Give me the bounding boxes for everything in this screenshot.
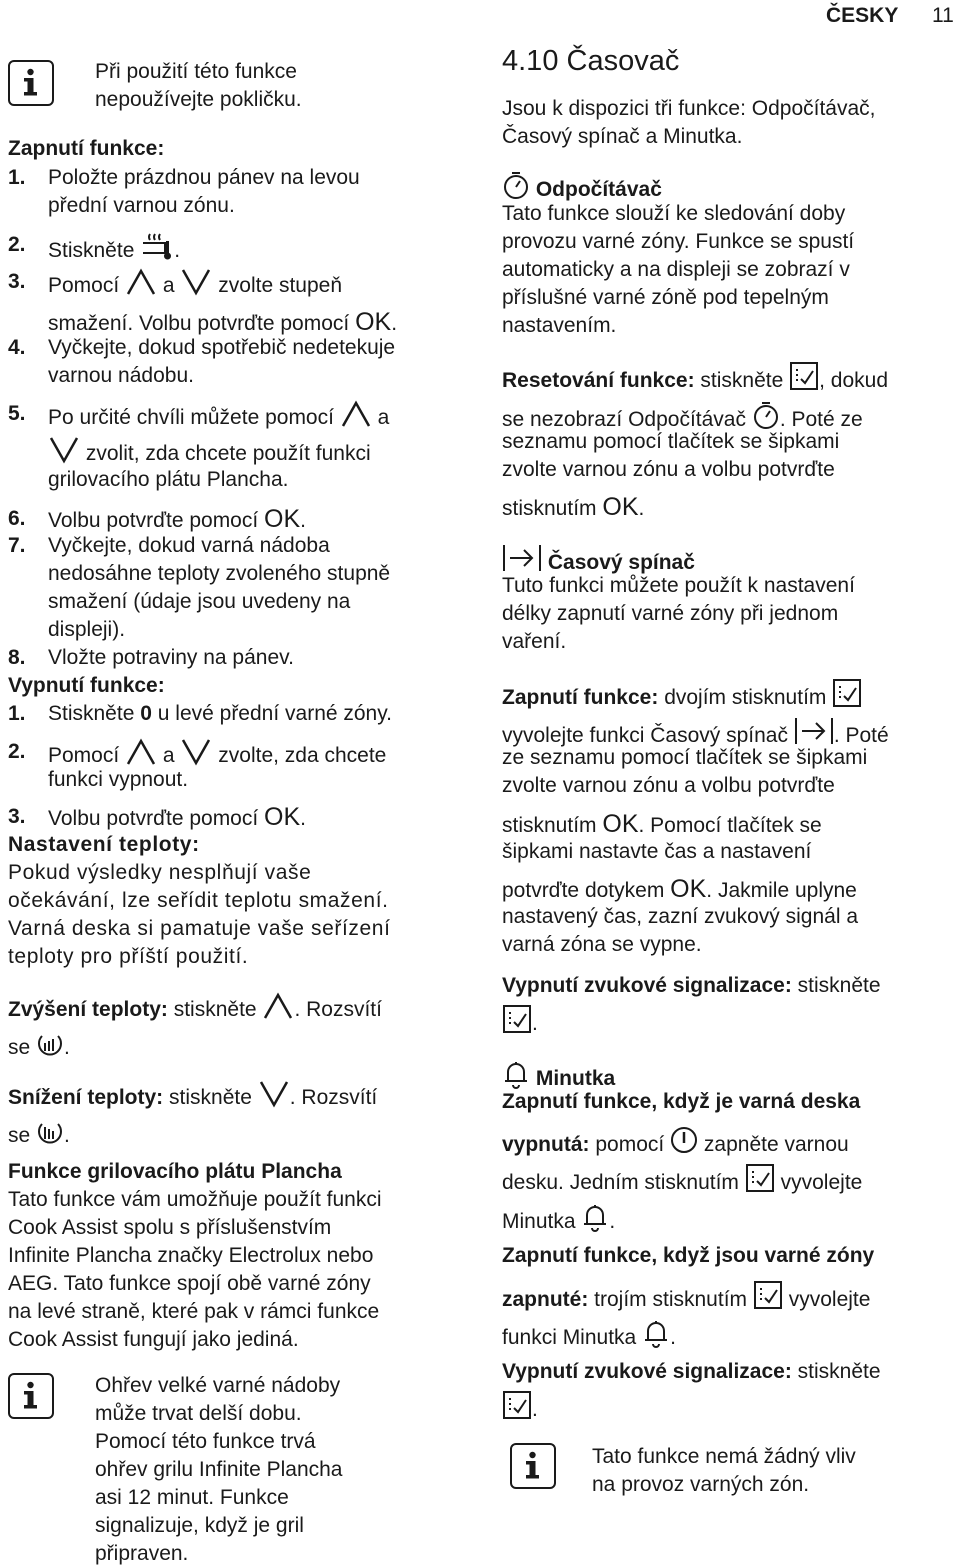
step-number: 3. [8, 805, 26, 828]
timer-on-line: vyvolejte funkci Časový spínač . Poté [502, 716, 889, 754]
power-icon [670, 1125, 698, 1163]
timer-on-line: Zapnutí funkce: dvojím stisknutím [502, 678, 862, 716]
step-number: 2. [8, 233, 26, 256]
ok-icon: OK [602, 810, 639, 838]
note-text: asi 12 minut. Funkce [95, 1486, 289, 1509]
timer-select-icon [789, 361, 819, 399]
heat-level-icon [36, 1118, 64, 1154]
subsection-heading: Časový spínač [502, 543, 695, 581]
bell-icon [581, 1202, 609, 1240]
raise-temp-line: se . [8, 1030, 70, 1066]
language-label: ČESKY [826, 4, 899, 27]
step-text: funkci vypnout. [48, 768, 189, 791]
page-number: 11 [932, 4, 954, 27]
minute-off-line: desku. Jedním stisknutím vyvolejte [502, 1163, 862, 1201]
paragraph-line: na levé straně, které pak v rámci funkce [8, 1300, 380, 1323]
step-text: Pomocí a zvolte, zda chcete [48, 738, 386, 774]
up-arrow-icon [262, 992, 294, 1028]
step-text: Stiskněte 0 u levé přední varné zóny. [48, 702, 393, 725]
sound-off-line: Vypnutí zvukové signalizace: stiskněte [502, 1360, 881, 1383]
timer-select-icon [745, 1163, 775, 1201]
step-number: 3. [8, 270, 26, 293]
timer-select-icon [502, 1004, 532, 1042]
note-text: Při použití této funkce [95, 60, 297, 83]
note-text: Pomocí této funkce trvá [95, 1430, 316, 1453]
step-text: Vyčkejte, dokud varná nádoba [48, 534, 330, 557]
timer-on-line: stisknutím OK. Pomocí tlačítek se [502, 810, 822, 838]
down-arrow-icon [258, 1080, 290, 1116]
step-text: nedosáhne teploty zvoleného stupně [48, 562, 391, 585]
step-text: varnou nádobu. [48, 364, 194, 387]
section-heading: Funkce grilovacího plátu Plancha [8, 1160, 342, 1183]
sound-off-line: Vypnutí zvukové signalizace: stiskněte [502, 974, 881, 997]
heat-level-icon [36, 1030, 64, 1066]
minute-off-line: vypnutá: pomocí zapněte varnou [502, 1125, 849, 1163]
step-text: smažení. Volbu potvrďte pomocí OK. [48, 308, 398, 336]
ok-icon: OK [264, 803, 301, 831]
step-number: 8. [8, 646, 26, 669]
reset-line: se nezobrazí Odpočítávač . Poté ze [502, 400, 863, 438]
minute-off-line: Minutka . [502, 1202, 615, 1240]
paragraph-line: příslušné varné zóně pod tepelným [502, 286, 829, 309]
paragraph-line: provozu varné zóny. Funkce se spustí [502, 230, 855, 253]
info-icon [8, 60, 54, 106]
note-text: signalizuje, když je gril [95, 1514, 304, 1537]
bell-icon [642, 1318, 670, 1356]
step-text: grilovacího plátu Plancha. [48, 468, 289, 491]
minute-on-line: funkci Minutka . [502, 1318, 676, 1356]
minute-on-heading: Zapnutí funkce, když jsou varné zóny [502, 1244, 875, 1267]
info-icon [8, 1373, 54, 1419]
lower-temp-line: Snížení teploty: stiskněte . Rozsvítí [8, 1080, 377, 1116]
note-text: nepoužívejte pokličku. [95, 88, 302, 111]
timer-on-line: ze seznamu pomocí tlačítek se šipkami [502, 746, 868, 769]
up-arrow-icon [340, 400, 372, 436]
sound-off-line: . [502, 1390, 538, 1428]
down-arrow-icon [180, 268, 212, 304]
step-text: Pomocí a zvolte stupeň [48, 268, 342, 304]
section-heading: Vypnutí funkce: [8, 674, 165, 697]
reset-line: Resetování funkce: stiskněte , dokud [502, 361, 888, 399]
step-text: displeji). [48, 618, 126, 641]
note-text: na provoz varných zón. [592, 1473, 810, 1496]
timer-select-icon [753, 1280, 783, 1318]
raise-temp-line: Zvýšení teploty: stiskněte . Rozsvítí [8, 992, 382, 1028]
step-number: 4. [8, 336, 26, 359]
up-arrow-icon [125, 268, 157, 304]
paragraph-line: Cook Assist fungují jako jediná. [8, 1328, 299, 1351]
note-text: může trvat delší dobu. [95, 1402, 302, 1425]
timer-select-icon [502, 1390, 532, 1428]
timer-on-line: šipkami nastavte čas a nastavení [502, 840, 812, 863]
paragraph-line: automaticky a na displeji se zobrazí v [502, 258, 850, 281]
paragraph-line: Tato funkce slouží ke sledování doby [502, 202, 846, 225]
paragraph-line: Infinite Plancha značky Electrolux nebo [8, 1244, 374, 1267]
step-number: 7. [8, 534, 26, 557]
timer-on-line: potvrďte dotykem OK. Jakmile uplyne [502, 875, 857, 903]
subsection-heading: Odpočítávač [502, 170, 662, 208]
lower-temp-line: se . [8, 1118, 70, 1154]
step-text: Položte prázdnou pánev na levou [48, 166, 360, 189]
timer-select-icon [832, 678, 862, 716]
paragraph-line: AEG. Tato funkce spojí obě varné zóny [8, 1272, 371, 1295]
timer-on-line: nastavený čas, zazní zvukový signál a [502, 905, 859, 928]
paragraph-line: očekávání, lze seřídit teplotu smažení. [8, 889, 389, 912]
reset-line: stisknutím OK. [502, 493, 645, 521]
section-heading: Nastavení teploty: [8, 833, 200, 856]
minute-on-line: zapnuté: trojím stisknutím vyvolejte [502, 1280, 870, 1318]
step-text: Vložte potraviny na pánev. [48, 646, 294, 669]
section-title: 4.10 Časovač [502, 45, 680, 77]
step-number: 1. [8, 702, 26, 725]
reset-line: seznamu pomocí tlačítek se šipkami [502, 430, 840, 453]
paragraph-line: vaření. [502, 630, 567, 653]
step-number: 2. [8, 740, 26, 763]
step-text: zvolit, zda chcete použít funkci [8, 436, 371, 472]
paragraph-line: Varná deska si pamatuje vaše seřízení [8, 917, 391, 940]
paragraph-line: Časový spínač a Minutka. [502, 125, 743, 148]
reset-line: zvolte varnou zónu a volbu potvrďte [502, 458, 835, 481]
paragraph-line: Cook Assist spolu s příslušenstvím [8, 1216, 332, 1239]
step-number: 5. [8, 402, 26, 425]
timer-on-line: zvolte varnou zónu a volbu potvrďte [502, 774, 835, 797]
grill-plancha-icon [140, 231, 174, 269]
ok-icon: OK [355, 308, 392, 336]
note-text: Tato funkce nemá žádný vliv [592, 1445, 856, 1468]
note-text: připraven. [95, 1542, 189, 1565]
step-number: 1. [8, 166, 26, 189]
paragraph-line: Tato funkce vám umožňuje použít funkci [8, 1188, 382, 1211]
paragraph-line: Jsou k dispozici tři funkce: Odpočítávač, [502, 97, 876, 120]
section-heading: Zapnutí funkce: [8, 137, 165, 160]
timer-on-line: varná zóna se vypne. [502, 933, 702, 956]
step-text: přední varnou zónu. [48, 194, 235, 217]
subsection-heading: Minutka [502, 1059, 615, 1097]
step-text: Po určité chvíli můžete pomocí a [48, 400, 389, 436]
paragraph-line: teploty pro příští použití. [8, 945, 249, 968]
step-text: smažení (údaje jsou uvedeny na [48, 590, 351, 613]
info-icon [510, 1443, 556, 1489]
step-text: Volbu potvrďte pomocí OK. [48, 803, 307, 831]
sound-off-line: . [502, 1004, 538, 1042]
step-text: Stiskněte . [48, 231, 180, 269]
step-number: 6. [8, 507, 26, 530]
minute-off-heading: Zapnutí funkce, když je varná deska [502, 1090, 861, 1113]
ok-icon: OK [264, 505, 301, 533]
paragraph-line: délky zapnutí varné zóny při jednom [502, 602, 839, 625]
step-text: Volbu potvrďte pomocí OK. [48, 505, 307, 533]
paragraph-line: Tuto funkci můžete použít k nastavení [502, 574, 855, 597]
ok-icon: OK [670, 875, 707, 903]
paragraph-line: nastavením. [502, 314, 617, 337]
note-text: ohřev grilu Infinite Plancha [95, 1458, 343, 1481]
step-text: Vyčkejte, dokud spotřebič nedetekuje [48, 336, 396, 359]
ok-icon: OK [602, 493, 639, 521]
note-text: Ohřev velké varné nádoby [95, 1374, 341, 1397]
paragraph-line: Pokud výsledky nesplňují vaše [8, 861, 312, 884]
